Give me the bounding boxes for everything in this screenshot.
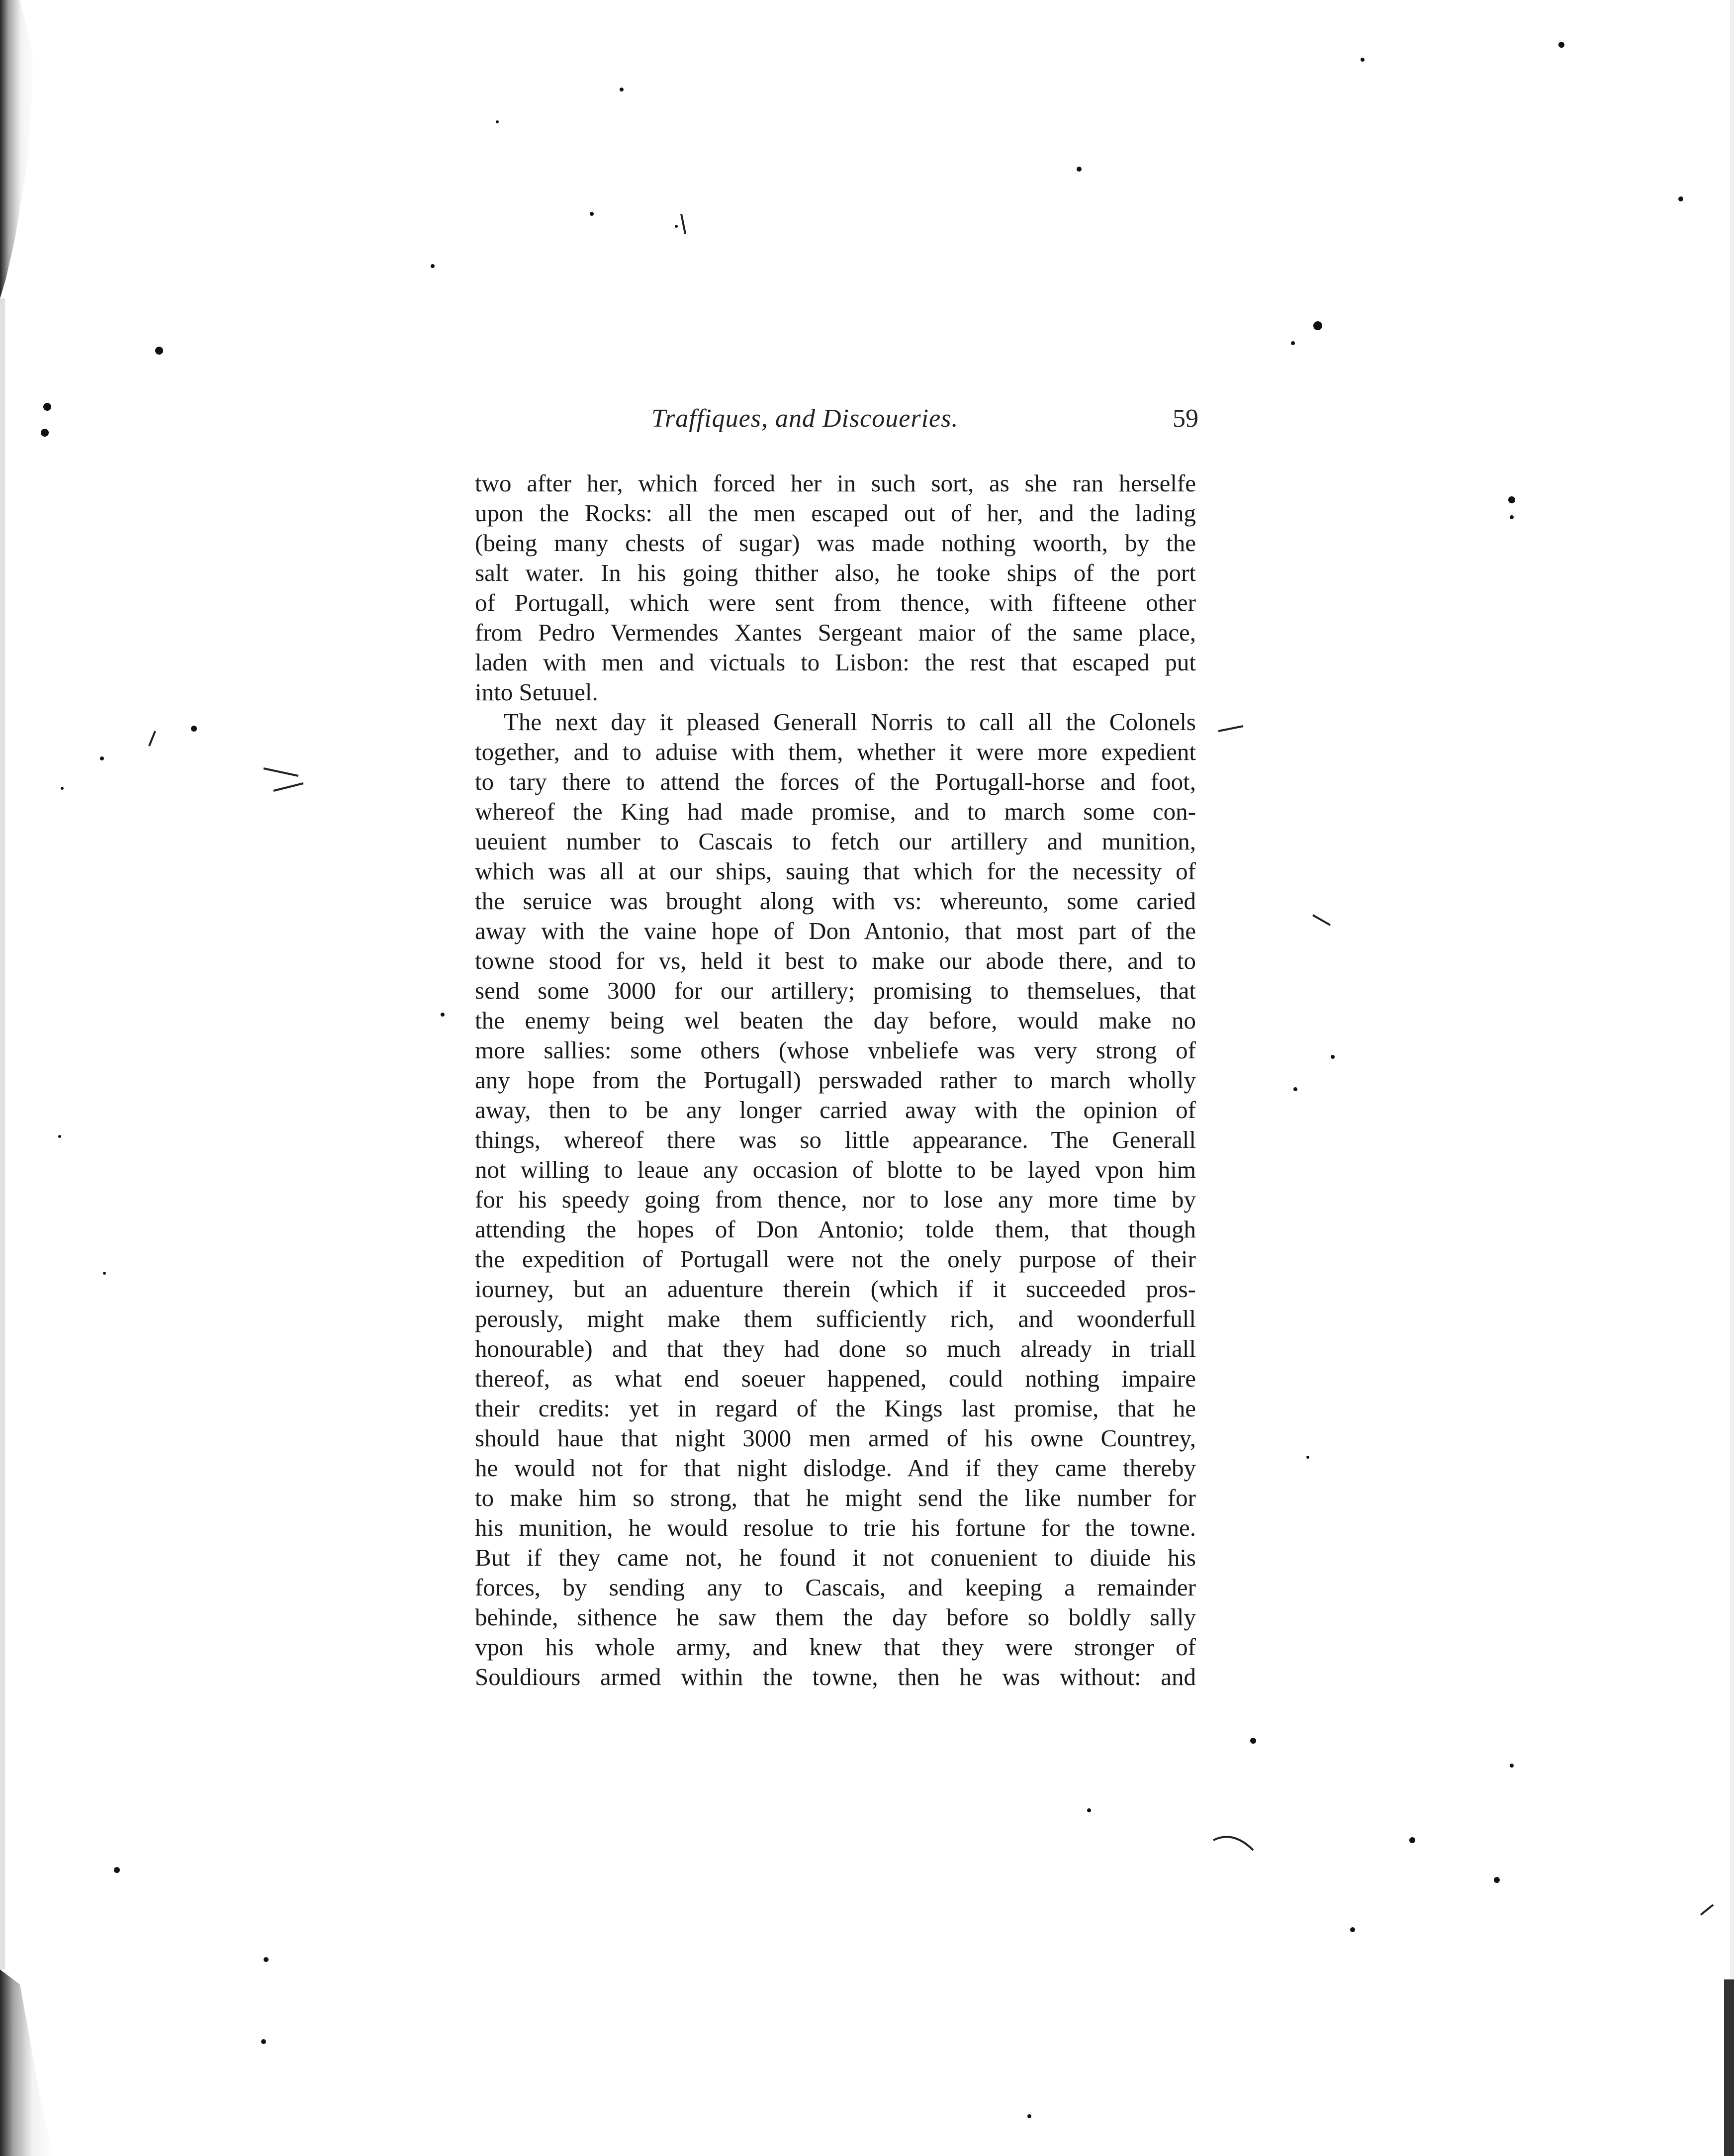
text-line: thereof, as what end soeuer happened, could nothing impaire: [475, 1365, 1196, 1392]
text-line: he would not for that night dislodge. And if they came thereby: [475, 1454, 1196, 1482]
text-line: his munition, he would resolue to trie his fortune for the towne.: [475, 1514, 1196, 1541]
text-line: the enemy being wel beaten the day before, would make no: [475, 1007, 1196, 1034]
text-line: any hope from the Portugall) perswaded rather to march wholly: [475, 1066, 1196, 1094]
text-line: things, whereof there was so little appearance. The Generall: [475, 1126, 1196, 1153]
text-line: the seruice was brought along with vs: whereunto, some caried: [475, 887, 1196, 915]
text-line: two after her, which forced her in such sort, as she ran herselfe: [475, 469, 1196, 497]
text-line: to tary there to attend the forces of the Portugall-horse and foot,: [475, 768, 1196, 795]
scan-edge-left: [0, 0, 99, 2156]
text-line: vpon his whole army, and knew that they were stronger of: [475, 1633, 1196, 1661]
text-line: (being many chests of sugar) was made nothing woorth, by the: [475, 529, 1196, 557]
text-line: attending the hopes of Don Antonio; tolde them, that though: [475, 1216, 1196, 1243]
text-line: not willing to leaue any occasion of blotte to be layed vpon him: [475, 1156, 1196, 1183]
page-number: 59: [1173, 404, 1198, 433]
text-line: ueuient number to Cascais to fetch our artillery and munition,: [475, 828, 1196, 855]
text-line: salt water. In his going thither also, he tooke ships of the port: [475, 559, 1196, 586]
text-line: Souldiours armed within the towne, then he was without: and: [475, 1663, 1196, 1690]
text-line: away, then to be any longer carried away with the opinion of: [475, 1096, 1196, 1124]
text-line: which was all at our ships, sauing that which for the necessity of: [475, 857, 1196, 885]
text-line: of Portugall, which were sent from thence, with fifteene other: [475, 589, 1196, 616]
text-line: honourable) and that they had done so much already in triall: [475, 1335, 1196, 1362]
text-line: the expedition of Portugall were not the onely purpose of their: [475, 1245, 1196, 1273]
text-line: But if they came not, he found it not conuenient to diuide his: [475, 1544, 1196, 1571]
text-line: whereof the King had made promise, and to march some con-: [475, 798, 1196, 825]
body-text: [475, 469, 1196, 1692]
scan-edge-right: [1674, 0, 1734, 2156]
text-line: into Setuuel.: [475, 678, 598, 706]
text-line: together, and to aduise with them, whether it were more expedient: [475, 738, 1196, 765]
text-line: away with the vaine hope of Don Antonio, that most part of the: [475, 917, 1196, 944]
running-title: Traffiques, and Discoueries.: [651, 404, 959, 433]
running-head: [472, 404, 1198, 449]
text-line: to make him so strong, that he might send the like number for: [475, 1484, 1196, 1511]
text-line: their credits: yet in regard of the Kings last promise, that he: [475, 1395, 1196, 1422]
text-line: iourney, but an aduenture therein (which if it succeeded pros-: [475, 1275, 1196, 1303]
text-line: should haue that night 3000 men armed of his owne Countrey,: [475, 1424, 1196, 1452]
text-line: perously, might make them sufficiently rich, and woonderfull: [475, 1305, 1196, 1332]
text-line: from Pedro Vermendes Xantes Sergeant maior of the same place,: [475, 619, 1196, 646]
text-line: towne stood for vs, held it best to make our abode there, and to: [475, 947, 1196, 974]
text-line: for his speedy going from thence, nor to lose any more time by: [475, 1186, 1196, 1213]
paragraph-start-line: The next day it pleased Generall Norris to call all the Colonels: [504, 708, 1196, 736]
text-line: send some 3000 for our artillery; promising to themselues, that: [475, 977, 1196, 1004]
text-line: behinde, sithence he saw them the day before so boldly sally: [475, 1603, 1196, 1631]
text-line: upon the Rocks: all the men escaped out of her, and the lading: [475, 499, 1196, 527]
text-line: forces, by sending any to Cascais, and keeping a remainder: [475, 1574, 1196, 1601]
text-line: more sallies: some others (whose vnbeliefe was very strong of: [475, 1036, 1196, 1064]
text-line: laden with men and victuals to Lisbon: the rest that escaped put: [475, 649, 1196, 676]
